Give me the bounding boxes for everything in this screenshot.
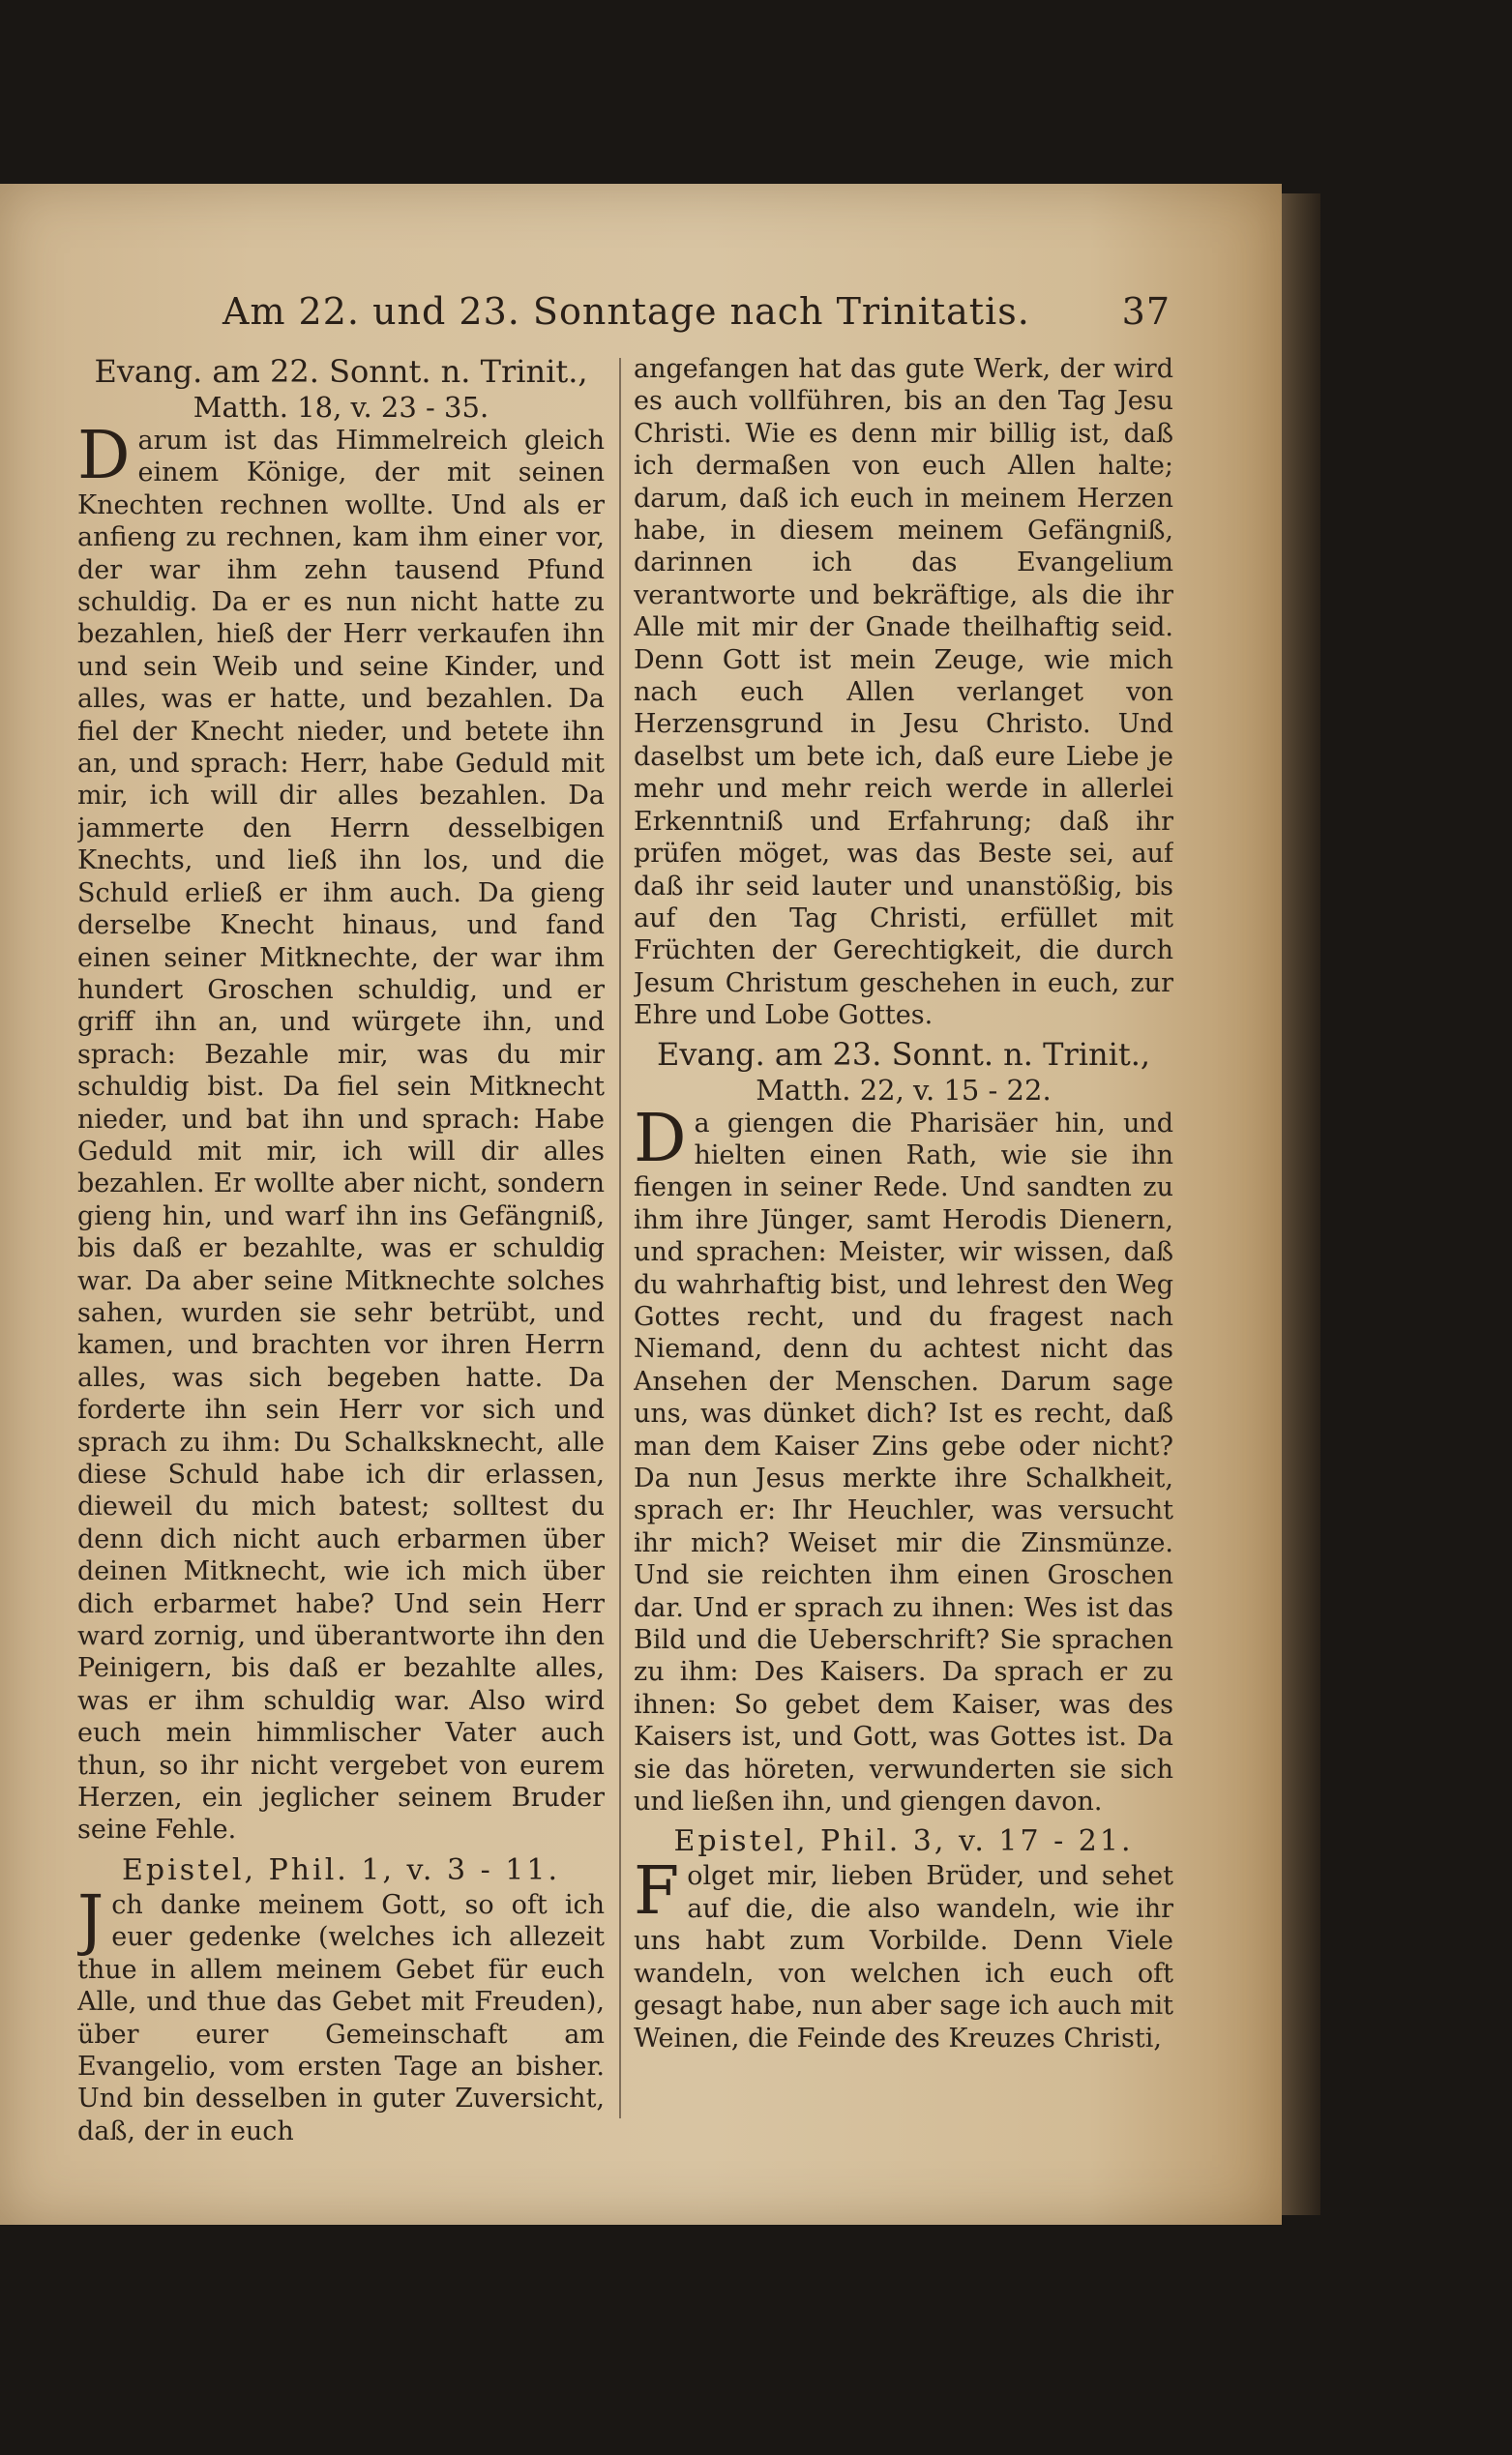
gospel-23-initial: D — [634, 1100, 687, 1177]
epistle-22-initial: J — [77, 1881, 104, 1959]
epistle-23-initial: F — [634, 1853, 680, 1931]
column-divider — [619, 358, 621, 2118]
gospel-22-title: Evang. am 22. Sonnt. n. Trinit., — [94, 353, 588, 390]
running-header — [222, 290, 1171, 348]
gospel-23-paragraph — [634, 1100, 1173, 1819]
epistle-23-title: Epistel, Phil. 3, v. 17 - 21. — [673, 1824, 1134, 1859]
epistle-23-text: olget mir, lieben Brüder, und sehet auf die, die also wandeln, wie ihr uns habt zum Vorbilde. Denn Viele wandeln, von welchen ich euch oft gesagt habe, nun aber sage ich auch mit Weinen, die Feinde des Kreuzes Christi, — [634, 1861, 1173, 2054]
gospel-23-title: Evang. am 23. Sonnt. n. Trinit., — [656, 1035, 1151, 1073]
epistle-22-title: Epistel, Phil. 1, v. 3 - 11. — [122, 1852, 560, 1887]
gospel-22-reference: Matth. 18, v. 23 - 35. — [193, 391, 489, 424]
gospel-22-text: arum ist das Himmelreich gleich einem Könige, der mit seinen Knechten rechnen wollte. Und als er anfieng zu rechnen, kam ihm einer vor, der war ihm zehn tausend Pfund schuldig. Da er es nun nicht hatte zu bezahlen, hieß der Herr verkaufen ihn und sein Weib und seine Kinder, und alles, was er hatte, und bezahlen. Da fiel der Knecht nieder, und betete ihn an, und sprach: Herr, habe Geduld mit mir, ich will dir alles bezahlen. Da jammerte den Herrn desselbigen Knechts, und ließ ihn los, und die Schuld erließ er ihm auch. Da gieng derselbe Knecht hinaus, und fand einen seiner Mitknechte, der war ihm hundert Groschen schuldig, und er griff ihn an, und würgete ihn, und sprach: Bezahle mir, was du mir schuldig bist. Da fiel sein Mitknecht nieder, und bat ihn und sprach: Habe Geduld mit mir, ich will dir alles bezahlen. Er wollte aber nicht, sondern gieng hin, und warf ihn ins Gefängniß, bis daß er bezahlte, was er schuldig war. Da aber seine Mitknechte solches sahen, wurden sie sehr betrübt, und kamen, und brachten vor ihren Herrn alles, was sich begeben hatte. Da forderte ihn sein Herr vor sich und sprach zu ihm: Du Schalksknecht, alle diese Schuld habe ich dir erlassen, dieweil du mich batest; solltest du denn dich nicht auch erbarmen über deinen Mitknecht, wie ich mich über dich erbarmet habe? Und sein Herr ward zornig, und überantworte ihn den Peinigern, bis daß er bezahlte alles, was er ihm schuldig war. Also wird euch mein himmlischer Vater auch thun, so ihr nicht vergebet von eurem Herzen, ein jeglicher seinem Bruder seine Fehle. — [77, 426, 605, 1846]
gospel-23-text: a giengen die Pharisäer hin, und hielten einen Rath, wie sie ihn fiengen in seiner Rede. Und sandten zu ihm ihre Jünger, samt Herodis Dienern, und sprachen: Meister, wir wissen, daß du wahrhaftig bist, und lehrest den Weg Gottes recht, und du fragest nach Niemand, denn du achtest nicht das Ansehen der Menschen. Darum sage uns, was dünket dich? Ist es recht, daß man dem Kaiser Zins gebe oder nicht? Da nun Jesus merkte ihre Schalkheit, sprach er: Ihr Heuchler, was versucht ihr mich? Weiset mir die Zinsmünze. Und sie reichten ihm einen Groschen dar. Und er sprach zu ihnen: Wes ist das Bild und die Ueberschrift? Sie sprachen zu ihm: Des Kaisers. Da sprach er zu ihnen: So gebet dem Kaiser, was des Kaisers ist, und Gott, was Gottes ist. Da sie das höreten, verwunderten sie sich und ließen ihn, und giengen davon. — [634, 1108, 1173, 1818]
right-column — [634, 353, 1173, 2307]
page-number: 37 — [1121, 290, 1171, 333]
epistle-22-continuation: angefangen hat das gute Werk, der wird es auch vollführen, bis an den Tag Jesu Christi. Wie es denn mir billig ist, daß ich dermaßen von euch Allen halte; darum, daß ich euch in meinem Herzen habe, in diesem meinem Gefängniß, darinnen ich das Evangelium verantworte und bekräftige, als die ihr Alle mit mir der Gnade theilhaftig seid. Denn Gott ist mein Zeuge, wie mich nach euch Allen verlanget von Herzensgrund in Jesu Christo. Und daselbst um bete ich, daß eure Liebe je mehr und mehr reich werde in allerlei Erkenntniß und Erfahrung; daß ihr prüfen möget, was das Beste sei, auf daß ihr seid lauter und unanstößig, bis auf den Tag Christi, erfüllet mit Früchten der Gerechtigkeit, die durch Jesum Christum geschehen in euch, zur Ehre und Lobe Gottes. — [634, 354, 1173, 1031]
header-title: Am 22. und 23. Sonntage nach Trinitatis. — [222, 290, 1030, 333]
gospel-22-paragraph — [77, 418, 605, 1847]
epistle-23-paragraph — [634, 1853, 1173, 2054]
epistle-22-paragraph — [77, 1881, 605, 2147]
gospel-23-reference: Matth. 22, v. 15 - 22. — [756, 1073, 1052, 1107]
epistle-22-text: ch danke meinem Gott, so oft ich euer gedenke (welches ich allezeit thue in allem meinem Gebet für euch Alle, und thue das Gebet mit Freuden), über eurer Gemeinschaft am Evangelio, vom ersten Tage an bisher. Und bin desselben in guter Zuversicht, daß, der in euch — [77, 1889, 605, 2146]
page-edge — [1282, 193, 1320, 2215]
left-column — [77, 353, 605, 2307]
gospel-22-initial: D — [77, 418, 131, 494]
